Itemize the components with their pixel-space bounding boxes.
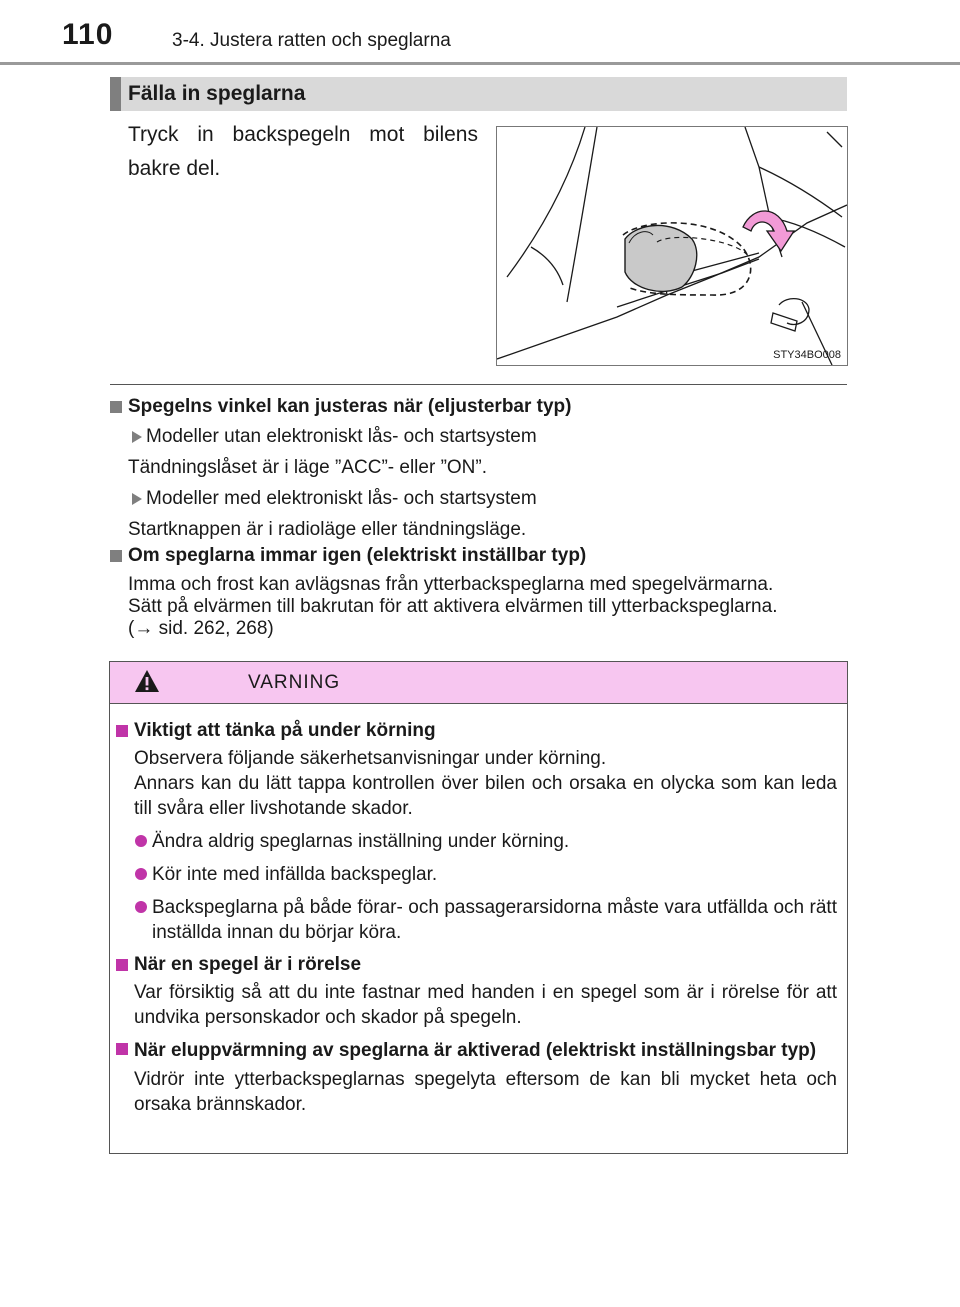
note-mirror-angle [110,396,847,541]
warning-label: VARNING [248,672,341,693]
section-accent [110,77,121,111]
warning-bullet: Ändra aldrig speglarnas inställning under körning. [110,829,847,854]
note-text: Tändningslåset är i läge ”ACC”- eller ”ON”. [128,457,488,478]
note-text: Sätt på elvärmen till bakrutan för att aktivera elvärmen till ytterbackspeglarna. [128,596,778,617]
warning-text: Var försiktig så att du inte fastnar med handen i en spegel som är i rörelse för att undvika personskador och skador på spegeln. [134,982,837,1028]
note-heading: Om speglarna immar igen (elektriskt inställbar typ) [110,545,847,567]
warning-text: Observera följande säkerhetsanvisningar under körning. [134,748,607,769]
note-text: Imma och frost kan avlägsnas från ytterbackspeglarna med spegelvärmarna. [128,574,774,595]
warning-bullet: Kör inte med infällda backspeglar. [110,862,847,887]
section-divider [110,384,847,385]
mirror-folding-illustration [496,126,848,366]
page-number: 110 [62,18,114,51]
chapter-title: 3-4. Justera ratten och speglarna [172,30,451,51]
warning-header [110,662,847,704]
section-heading-bar [110,77,847,111]
note-heading: Spegelns vinkel kan justeras när (eljusterbar typ) [110,396,847,418]
warning-text: Vidrör inte ytterbackspeglarnas spegelyta eftersom de kan bli mycket heta och orsaka brännskador. [134,1069,837,1115]
warning-bullet: Backspeglarna på både förar- och passagerarsidorna måste vara utfällda och rätt inställda innan du börjar köra. [110,895,847,945]
intro-text: Tryck in backspegeln mot bilens bakre del. [128,123,478,180]
note-mirror-fog [110,545,847,640]
model-condition: Modeller med elektroniskt lås- och startsystem [110,488,847,510]
section-title: Fälla in speglarna [128,82,306,105]
page-reference: (→ sid. 262, 268) [128,618,274,639]
figure-code: STY34BO008 [773,349,841,361]
model-condition: Modeller utan elektroniskt lås- och startsystem [110,426,847,448]
note-text: Startknappen är i radioläge eller tändningsläge. [128,519,527,540]
warning-heading: När en spegel är i rörelse [110,954,847,976]
warning-triangle-icon [134,669,160,693]
warning-text: Annars kan du lätt tappa kontrollen över bilen och orsaka en olycka som kan leda till svåra eller livshotande skador. [134,773,837,819]
warning-body [110,704,847,1117]
warning-box [109,661,848,1154]
warning-heading: När eluppvärmning av speglarna är aktiverad (elektriskt inställningsbar typ) [110,1038,847,1063]
header-rule [0,62,960,65]
warning-heading: Viktigt att tänka på under körning [110,720,847,742]
mirror-fold-drawing [497,127,847,365]
